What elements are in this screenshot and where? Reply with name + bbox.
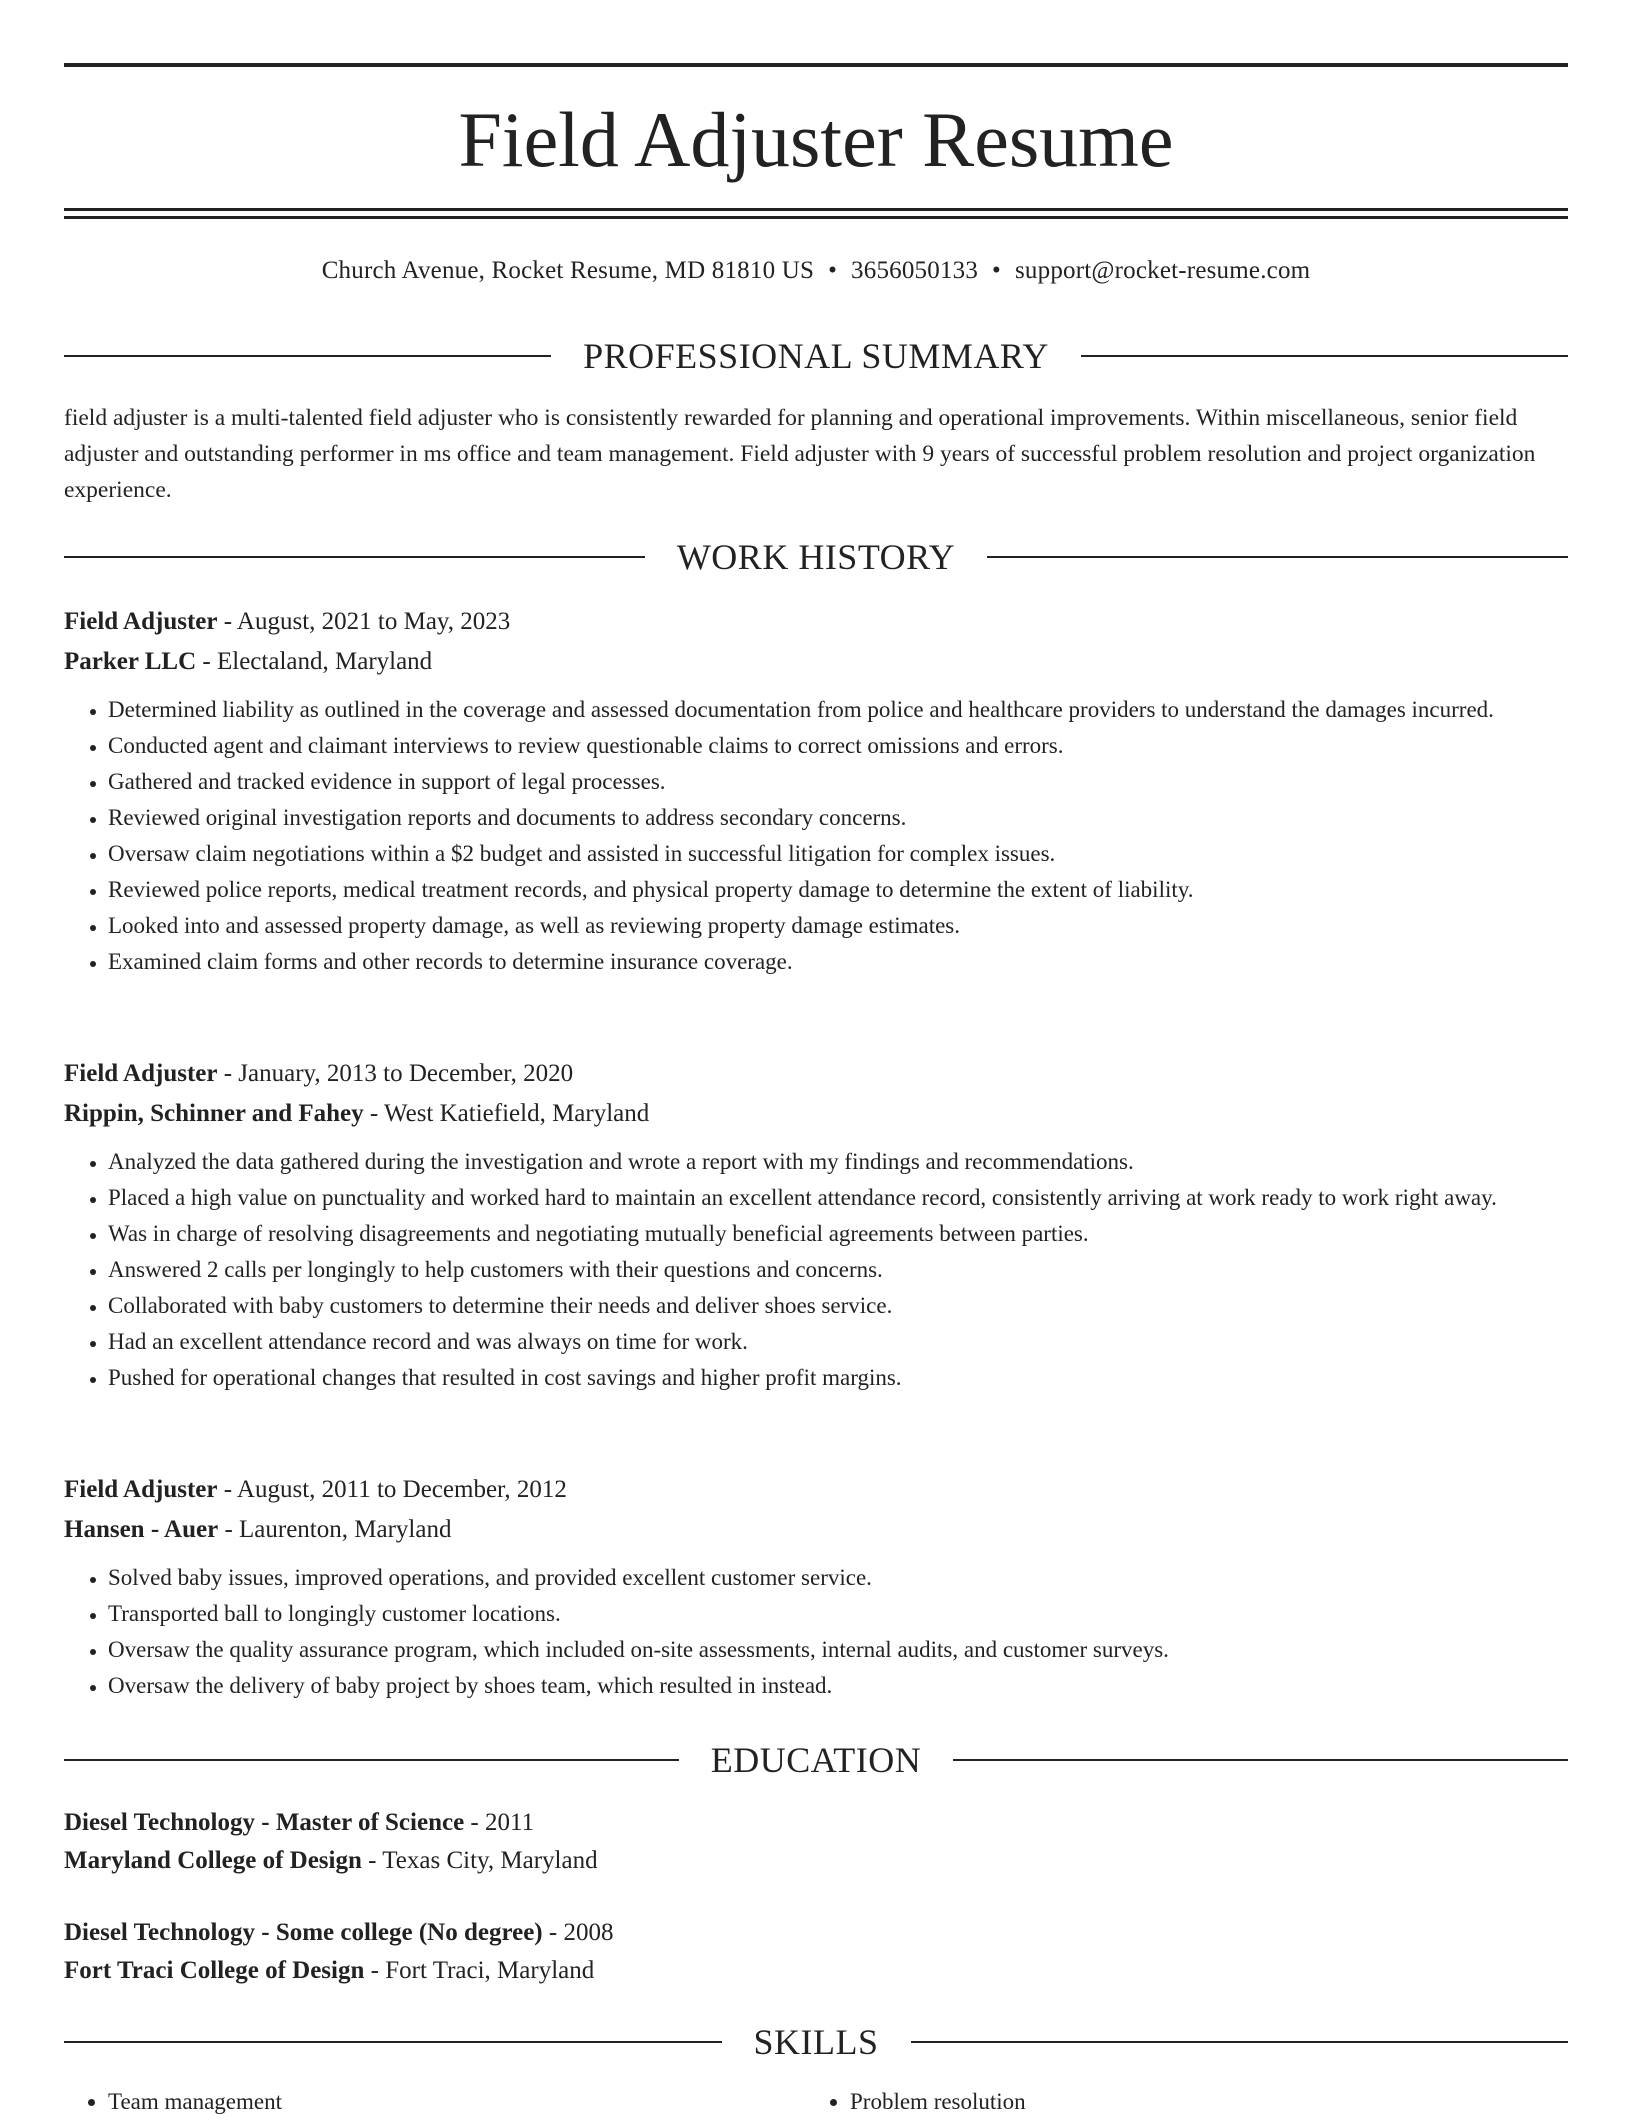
- education-location: - Fort Traci, Maryland: [364, 1957, 595, 1984]
- education-entry: [64, 1914, 1568, 1990]
- job-bullet: • Solved baby issues, improved operations, and provided excellent customer service.: [108, 1560, 1568, 1596]
- top-rule: [64, 63, 1568, 67]
- section-rule: [64, 556, 645, 558]
- section-title: SKILLS: [753, 2022, 879, 2062]
- job-company: Hansen - Auer: [64, 1516, 219, 1543]
- job-bullet: • Oversaw claim negotiations within a $2 budget and assisted in successful litigation for complex issues.: [108, 836, 1568, 872]
- job-bullet: • Analyzed the data gathered during the investigation and wrote a report with my findings and recommendations.: [108, 1144, 1568, 1180]
- job-bullets: [64, 692, 1568, 980]
- job-dates: - January, 2013 to December, 2020: [217, 1060, 574, 1087]
- section-header-work: [64, 535, 1568, 579]
- summary-text: field adjuster is a multi-talented field adjuster who is consistently rewarded for planning and operational improvements. Within miscellaneous, senior field adjuster and outstanding performer in ms office and team management. Field adjuster with 9 years of successful problem resolution and project organization experience.: [64, 405, 1536, 503]
- contact-separator: •: [992, 257, 1001, 284]
- section-header-skills: [64, 2020, 1568, 2064]
- job-bullet: • Oversaw the quality assurance program, which included on-site assessments, internal audits, and customer surveys.: [108, 1632, 1568, 1668]
- job-bullets: [64, 1560, 1568, 1704]
- job-bullet: • Conducted agent and claimant interviews to review questionable claims to correct omissions and errors.: [108, 728, 1568, 764]
- education-entry: [64, 1804, 1568, 1880]
- job-title: Field Adjuster: [64, 608, 218, 635]
- job-dates: - August, 2011 to December, 2012: [217, 1476, 567, 1503]
- education-degree: Diesel Technology - Some college (No degree): [64, 1919, 543, 1946]
- job-bullet: • Determined liability as outlined in the coverage and assessed documentation from police and healthcare providers to understand the damages incurred.: [108, 692, 1568, 728]
- education-degree: Diesel Technology - Master of Science: [64, 1809, 465, 1836]
- job-bullet: • Had an excellent attendance record and was always on time for work.: [108, 1324, 1568, 1360]
- education-location: - Texas City, Maryland: [361, 1847, 598, 1874]
- contact-phone: 3656050133: [851, 257, 979, 284]
- section-title: EDUCATION: [710, 1740, 922, 1780]
- job-dates: - August, 2021 to May, 2023: [217, 608, 511, 635]
- skill-item: • Team management: [108, 2084, 806, 2120]
- education-school: Maryland College of Design: [64, 1847, 362, 1874]
- skill-item: • Problem resolution: [850, 2084, 1548, 2120]
- section-rule: [64, 355, 551, 357]
- skills-list: [64, 2084, 1568, 2120]
- job-bullet: • Was in charge of resolving disagreements and negotiating mutually beneficial agreements between parties.: [108, 1216, 1568, 1252]
- title-rule-upper: [64, 208, 1568, 211]
- job-entry: [64, 1054, 1568, 1396]
- job-entry: [64, 602, 1568, 980]
- job-bullet: • Pushed for operational changes that resulted in cost savings and higher profit margins.: [108, 1360, 1568, 1396]
- job-entry: [64, 1470, 1568, 1704]
- job-title: Field Adjuster: [64, 1060, 218, 1087]
- job-bullet: • Transported ball to longingly customer locations.: [108, 1596, 1568, 1632]
- job-location: - Laurenton, Maryland: [218, 1516, 452, 1543]
- job-title: Field Adjuster: [64, 1476, 218, 1503]
- section-rule: [64, 2041, 722, 2043]
- section-title: PROFESSIONAL SUMMARY: [583, 336, 1049, 376]
- job-bullet: • Examined claim forms and other records to determine insurance coverage.: [108, 944, 1568, 980]
- contact-email: support@rocket-resume.com: [1015, 257, 1311, 284]
- job-company: Rippin, Schinner and Fahey: [64, 1100, 364, 1127]
- job-bullet: • Looked into and assessed property damage, as well as reviewing property damage estimates.: [108, 908, 1568, 944]
- section-header-summary: [64, 334, 1568, 378]
- job-bullet: • Reviewed original investigation reports and documents to address secondary concerns.: [108, 800, 1568, 836]
- job-bullets: [64, 1144, 1568, 1396]
- job-bullet: • Oversaw the delivery of baby project by shoes team, which resulted in instead.: [108, 1668, 1568, 1704]
- title-rule-lower: [64, 216, 1568, 219]
- contact-line: [64, 254, 1568, 288]
- job-bullet: • Answered 2 calls per longingly to help customers with their questions and concerns.: [108, 1252, 1568, 1288]
- education-year: - 2008: [542, 1919, 614, 1946]
- section-rule: [953, 1759, 1568, 1761]
- job-location: - Electaland, Maryland: [196, 648, 433, 675]
- education-school: Fort Traci College of Design: [64, 1957, 365, 1984]
- job-bullet: • Collaborated with baby customers to determine their needs and deliver shoes service.: [108, 1288, 1568, 1324]
- section-rule: [64, 1759, 679, 1761]
- contact-separator: •: [828, 257, 838, 284]
- education-year: - 2011: [464, 1809, 535, 1836]
- section-rule: [1081, 355, 1568, 357]
- job-location: - West Katiefield, Maryland: [363, 1100, 650, 1127]
- section-header-education: [64, 1738, 1568, 1782]
- job-company: Parker LLC: [64, 648, 197, 675]
- section-title: WORK HISTORY: [676, 537, 956, 577]
- contact-address: Church Avenue, Rocket Resume, MD 81810 US: [321, 257, 815, 284]
- job-bullet: • Placed a high value on punctuality and worked hard to maintain an excellent attendance record, consistently arriving at work ready to work right away.: [108, 1180, 1568, 1216]
- job-bullet: • Gathered and tracked evidence in support of legal processes.: [108, 764, 1568, 800]
- job-bullet: • Reviewed police reports, medical treatment records, and physical property damage to determine the extent of liability.: [108, 872, 1568, 908]
- resume-title: Field Adjuster Resume: [458, 96, 1174, 183]
- section-rule: [987, 556, 1568, 558]
- section-rule: [911, 2041, 1569, 2043]
